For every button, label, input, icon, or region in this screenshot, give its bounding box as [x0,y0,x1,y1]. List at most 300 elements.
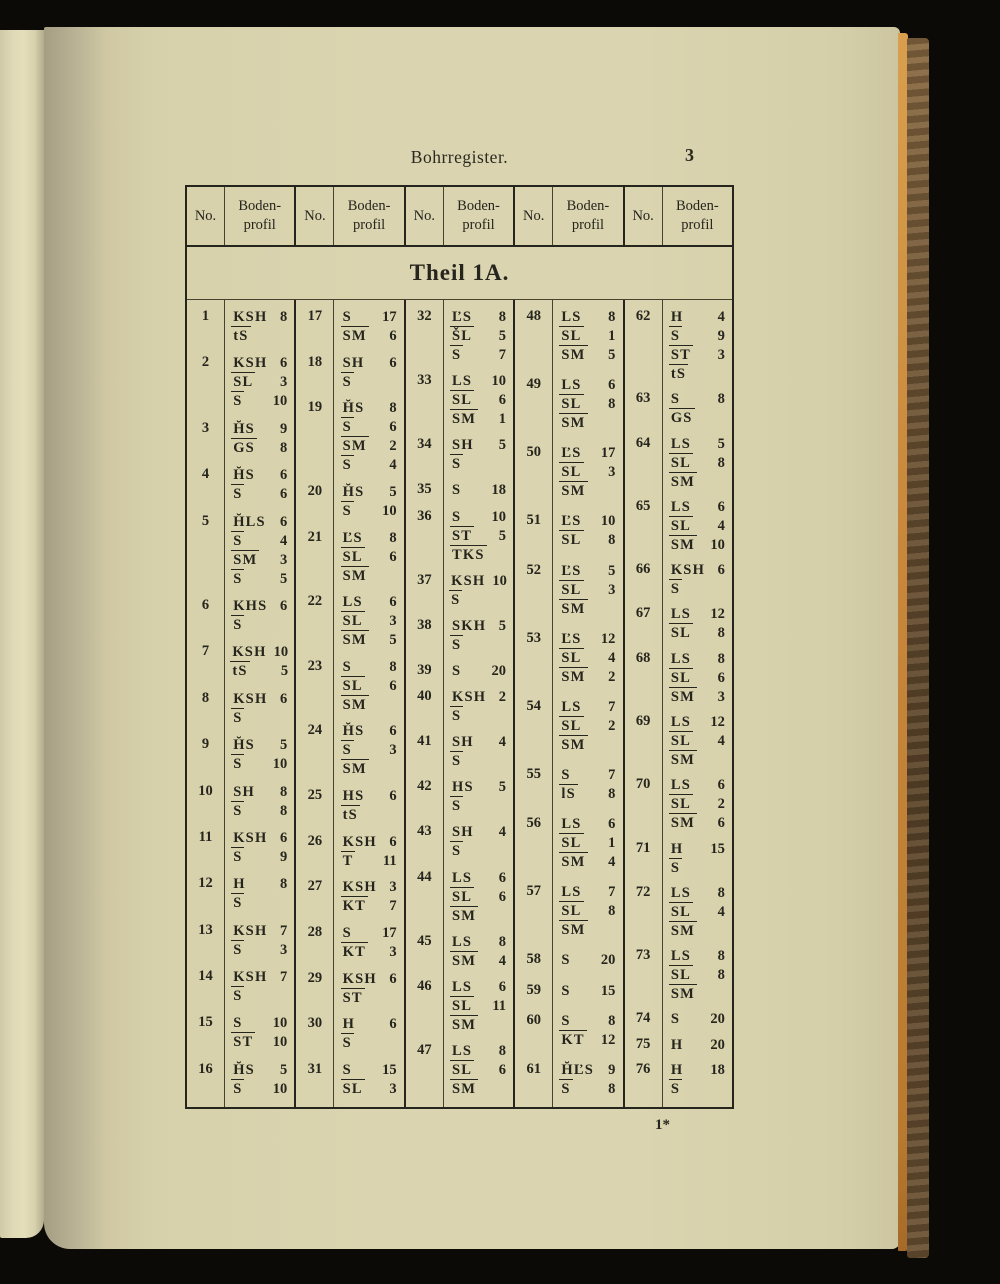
layer-stack [231,921,287,959]
entry-profile [224,596,294,634]
profile-layer [669,579,725,598]
entry-profile [224,782,294,820]
profile-layer [450,390,506,409]
layer-code: SL [342,677,363,694]
layer-code: SM [670,536,695,553]
layer-thickness: 7 [279,969,288,986]
entry-62 [625,307,732,383]
layer-thickness: 4 [717,903,725,920]
layer-stack [559,561,615,618]
profile-layer [559,375,615,394]
profile-layer [669,307,725,326]
layer-stack [450,932,506,970]
profile-layer [669,921,725,940]
profile-layer [341,630,397,649]
layer-code: SH [452,824,474,841]
layer-code: S [452,708,462,724]
profile-layer [450,326,506,345]
layer-stack [669,883,725,940]
layer-thickness: 11 [382,852,397,869]
layer-code: LS [670,713,691,730]
entry-25 [296,786,403,824]
entry-28 [296,923,403,961]
entry-profile [552,1011,622,1049]
layer-thickness: 4 [717,517,725,534]
profile-layer [341,969,397,988]
layer-thickness: 6 [389,677,397,694]
profile-layer [669,984,725,1003]
header-profile-label [225,187,294,245]
profile-layer [231,967,287,986]
entry-profile [333,877,403,915]
layer-code: SL [670,669,691,686]
column-pair-5 [623,300,732,1107]
layer-code: KSH [451,572,486,589]
entry-52 [515,561,622,618]
layer-code: lS [561,785,576,802]
layer-thickness: 12 [600,1031,616,1048]
layer-thickness: 17 [382,925,397,942]
layer-code: SKH [452,617,487,634]
header-profile-label [444,187,513,245]
layer-thickness: 7 [608,884,616,901]
layer-thickness: 7 [279,922,288,939]
profile-layer [669,560,725,579]
entry-50 [515,443,622,500]
layer-code: SL [561,649,582,666]
layer-code: S [451,591,461,608]
profile-layer [231,893,287,912]
layer-thickness: 6 [608,377,616,394]
layer-code: H̆S [342,400,365,417]
profile-layer [231,419,287,438]
entry-9 [187,735,294,773]
layer-thickness: 8 [498,309,507,325]
entry-10 [187,782,294,820]
layer-stack [231,735,287,773]
layer-thickness: 6 [279,355,288,372]
profile-layer [231,754,287,773]
layer-code: S [670,859,681,876]
layer-code: KHS [233,597,268,614]
entry-55 [515,765,622,803]
profile-layer [669,902,725,921]
profile-layer [341,896,397,915]
layer-code: LS [670,777,691,794]
entry-number: 8 [201,689,210,706]
layer-stack [341,398,397,474]
profile-layer [341,398,397,417]
profile-layer [341,676,397,695]
entry-profile [552,629,622,686]
entry-number: 55 [526,765,541,782]
profile-layer [450,841,506,860]
entry-profile [224,419,294,457]
layer-code: H [342,1016,356,1033]
layer-code: H [670,309,684,325]
layer-thickness: 4 [717,732,725,749]
profile-layer [341,988,397,1007]
layer-code: SL [342,613,363,630]
layer-code: HS [342,788,365,805]
layer-code: SL [561,903,582,920]
layer-thickness: 5 [498,617,507,634]
layer-code: S [342,1061,352,1078]
layer-thickness: 6 [498,869,507,886]
entry-profile [662,839,732,877]
layer-stack [559,511,615,549]
layer-code: S [342,457,352,474]
profile-layer [231,438,287,457]
layer-code: H [670,1061,684,1078]
profile-layer [231,372,287,391]
layer-stack [341,482,397,520]
layer-code: T [342,852,354,869]
layer-code: S [452,456,462,473]
profile-layer [341,1014,397,1033]
layer-thickness: 6 [389,328,397,344]
profile-layer [669,434,725,453]
layer-stack [669,946,725,1003]
layer-code: SM [233,551,258,568]
layer-code: LS [561,698,582,715]
layer-code: S [233,1080,243,1097]
entry-profile [443,307,513,364]
profile-layer [559,697,615,716]
layer-stack [230,642,288,680]
layer-stack [559,981,615,1000]
entry-7 [187,642,294,680]
layer-code: ĽS [561,562,582,579]
layer-code: H [670,1036,684,1053]
layer-code: SL [670,454,691,471]
profile-layer [341,657,397,676]
layer-code: SL [561,464,582,481]
layer-stack [231,596,287,634]
layer-stack [449,571,507,609]
entry-67 [625,604,732,642]
profile-layer [559,716,615,735]
layer-stack [669,497,725,554]
profile-layer [559,443,615,462]
profile-layer [669,946,725,965]
entry-4 [187,465,294,503]
entry-profile [333,353,403,391]
layer-code: H [670,840,684,857]
layer-stack [450,480,506,499]
layer-thickness: 6 [389,594,397,611]
layer-code: GS [233,439,255,456]
layer-thickness: 10 [491,508,507,525]
layer-thickness: 10 [492,572,507,589]
entry-74 [625,1009,732,1028]
layer-code: H̆S [342,483,365,500]
profile-layer [450,796,506,815]
layer-code: S [452,347,462,363]
entry-73 [625,946,732,1003]
header-profile-line2: profil [681,217,714,233]
profile-layer [341,759,397,778]
layer-thickness: 1 [608,328,616,344]
entry-profile [552,511,622,549]
profile-layer [559,735,615,754]
entry-15 [187,1013,294,1051]
layer-code: SL [561,581,582,598]
entry-16 [187,1060,294,1098]
header-profile-line2: profil [462,217,495,233]
layer-code: SM [561,600,586,617]
layer-thickness: 5 [389,632,397,649]
layer-thickness: 5 [279,737,288,754]
layer-code: SM [670,473,695,490]
entry-27 [296,877,403,915]
layer-stack [341,1014,397,1052]
layer-thickness: 10 [272,1015,288,1032]
layer-stack [341,969,397,1007]
layer-thickness: 6 [389,723,397,740]
layer-stack [341,1060,397,1098]
entry-49 [515,375,622,432]
layer-code: LS [670,650,691,667]
layer-thickness: 8 [717,625,725,642]
layer-code: S [561,982,571,999]
layer-stack [559,882,615,939]
profile-layer [450,1060,506,1079]
layer-code: SL [670,967,691,984]
entry-number: 70 [635,776,651,793]
layer-code: S [452,843,462,860]
entry-profile [443,732,513,770]
header-pair-1 [187,187,294,245]
layer-stack [450,977,506,1034]
profile-layer [450,906,506,925]
layer-stack [669,1060,725,1098]
profile-layer [341,482,397,501]
entry-number: 9 [201,736,210,753]
entry-number: 21 [307,528,323,545]
layer-code: SM [561,854,586,871]
profile-layer [559,1011,615,1030]
profile-layer [341,786,397,805]
layer-code: KSH [342,833,377,850]
layer-thickness: 4 [717,309,725,325]
running-head [185,147,734,173]
entry-profile [443,571,513,609]
profile-layer [669,345,725,364]
profile-layer [231,465,287,484]
entry-profile [224,1013,294,1051]
layer-thickness: 18 [491,482,507,499]
layer-code: S [452,753,462,770]
layer-thickness: 8 [608,532,616,549]
layer-thickness: 9 [717,328,725,344]
entry-number: 7 [201,643,210,660]
profile-layer [231,353,287,372]
layer-code: HS [452,779,474,796]
layer-thickness: 10 [600,513,616,530]
header-profile-label [663,187,732,245]
layer-code: S [233,393,243,410]
layer-code: S [233,756,243,773]
layer-code: S [452,798,462,815]
profile-layer [231,986,287,1005]
layer-stack [231,512,287,588]
entry-number: 67 [635,605,651,622]
profile-layer [559,667,615,686]
layer-stack [231,1060,287,1098]
entry-profile [662,1035,732,1054]
entry-number: 54 [526,697,541,714]
layer-thickness: 5 [389,483,397,500]
layer-thickness: 5 [280,663,289,680]
layer-stack [450,822,506,860]
layer-code: KSH [670,562,706,579]
entry-29 [296,969,403,1007]
header-profile-label [553,187,622,245]
profile-layer [231,391,287,410]
layer-stack [450,661,506,680]
entry-34 [406,435,513,473]
profile-layer [231,1060,287,1079]
profile-layer [669,731,725,750]
entry-3 [187,419,294,457]
layer-thickness: 3 [608,581,616,598]
entry-75 [625,1035,732,1054]
profile-layer [231,847,287,866]
layer-code: ĽS [342,529,363,546]
layer-code: SM [342,696,367,713]
layer-thickness: 10 [272,1034,288,1051]
layer-code: S [233,802,243,819]
profile-layer [559,530,615,549]
layer-code: ĽS [561,630,582,647]
header-profile-line2: profil [353,217,386,233]
layer-code: H [233,876,246,893]
profile-layer [450,887,506,906]
layer-code: SL [561,717,582,734]
layer-thickness: 18 [710,1061,725,1078]
layer-stack [669,560,725,598]
entry-profile [552,697,622,754]
profile-layer [669,712,725,731]
layer-stack [669,604,725,642]
layer-code: ST [233,1034,254,1051]
layer-code: SL [561,835,582,852]
entry-24 [296,721,403,778]
layer-thickness: 3 [279,551,288,568]
profile-layer [341,592,397,611]
profile-layer [559,561,615,580]
entry-profile [552,765,622,803]
layer-code: SM [561,668,586,685]
layer-stack [231,1013,287,1051]
entry-profile [443,822,513,860]
entry-36 [406,507,513,564]
profile-layer [450,932,506,951]
layer-code: LS [452,978,473,995]
layer-thickness: 3 [389,944,397,961]
layer-stack [231,689,287,727]
profile-layer [559,920,615,939]
layer-code: H̆S [233,737,255,754]
layer-thickness: 6 [279,690,288,707]
entry-profile [662,649,732,706]
entry-number: 76 [635,1060,651,1077]
layer-thickness: 5 [279,1061,288,1078]
entry-profile [662,1060,732,1098]
layer-thickness: 5 [498,328,507,344]
profile-layer [450,951,506,970]
entry-profile [224,307,294,345]
profile-layer [341,1033,397,1052]
profile-layer [450,706,506,725]
profile-layer [231,689,287,708]
layer-code: S [561,1080,571,1097]
layer-thickness: 8 [608,1080,616,1097]
layer-stack [450,687,506,725]
profile-layer [231,512,287,531]
layer-thickness: 5 [498,437,507,454]
entry-profile [443,507,513,564]
entry-46 [406,977,513,1034]
header-profile-line1: Boden- [238,198,282,215]
entry-profile [662,434,732,491]
entry-60 [515,1011,622,1049]
profile-layer [669,858,725,877]
layer-code: SL [452,888,473,905]
profile-layer [450,822,506,841]
layer-stack [341,832,397,870]
entry-31 [296,1060,403,1098]
layer-code: ST [452,527,473,544]
profile-layer [450,977,506,996]
layer-thickness: 6 [389,833,397,850]
layer-thickness: 3 [389,742,397,759]
layer-code: SM [670,751,695,768]
layer-code: H̆LS [233,513,266,530]
entry-42 [406,777,513,815]
layer-code: KSH [233,969,268,986]
entry-profile [224,642,294,680]
layer-code: LS [452,933,473,950]
entry-44 [406,868,513,925]
layer-thickness: 15 [710,840,725,857]
layer-thickness: 3 [389,879,397,896]
entry-profile [333,1014,403,1052]
layer-thickness: 8 [717,650,725,667]
entry-number: 3 [201,419,210,436]
entry-profile [552,814,622,871]
layer-thickness: 6 [279,513,288,530]
entry-39 [406,661,513,680]
header-no-label: No. [406,187,444,245]
layer-stack [231,874,287,912]
entry-65 [625,497,732,554]
entry-profile [333,592,403,649]
layer-code: S [342,502,352,519]
layer-code: SM [670,922,695,939]
profile-layer [341,877,397,896]
entry-number: 62 [635,308,651,324]
entry-14 [187,967,294,1005]
layer-code: LS [452,869,473,886]
entry-number: 22 [307,593,323,610]
layer-thickness: 1 [498,411,507,428]
entry-number: 32 [417,308,432,324]
entry-56 [515,814,622,871]
layer-code: S [670,391,681,408]
layer-stack [559,629,615,686]
